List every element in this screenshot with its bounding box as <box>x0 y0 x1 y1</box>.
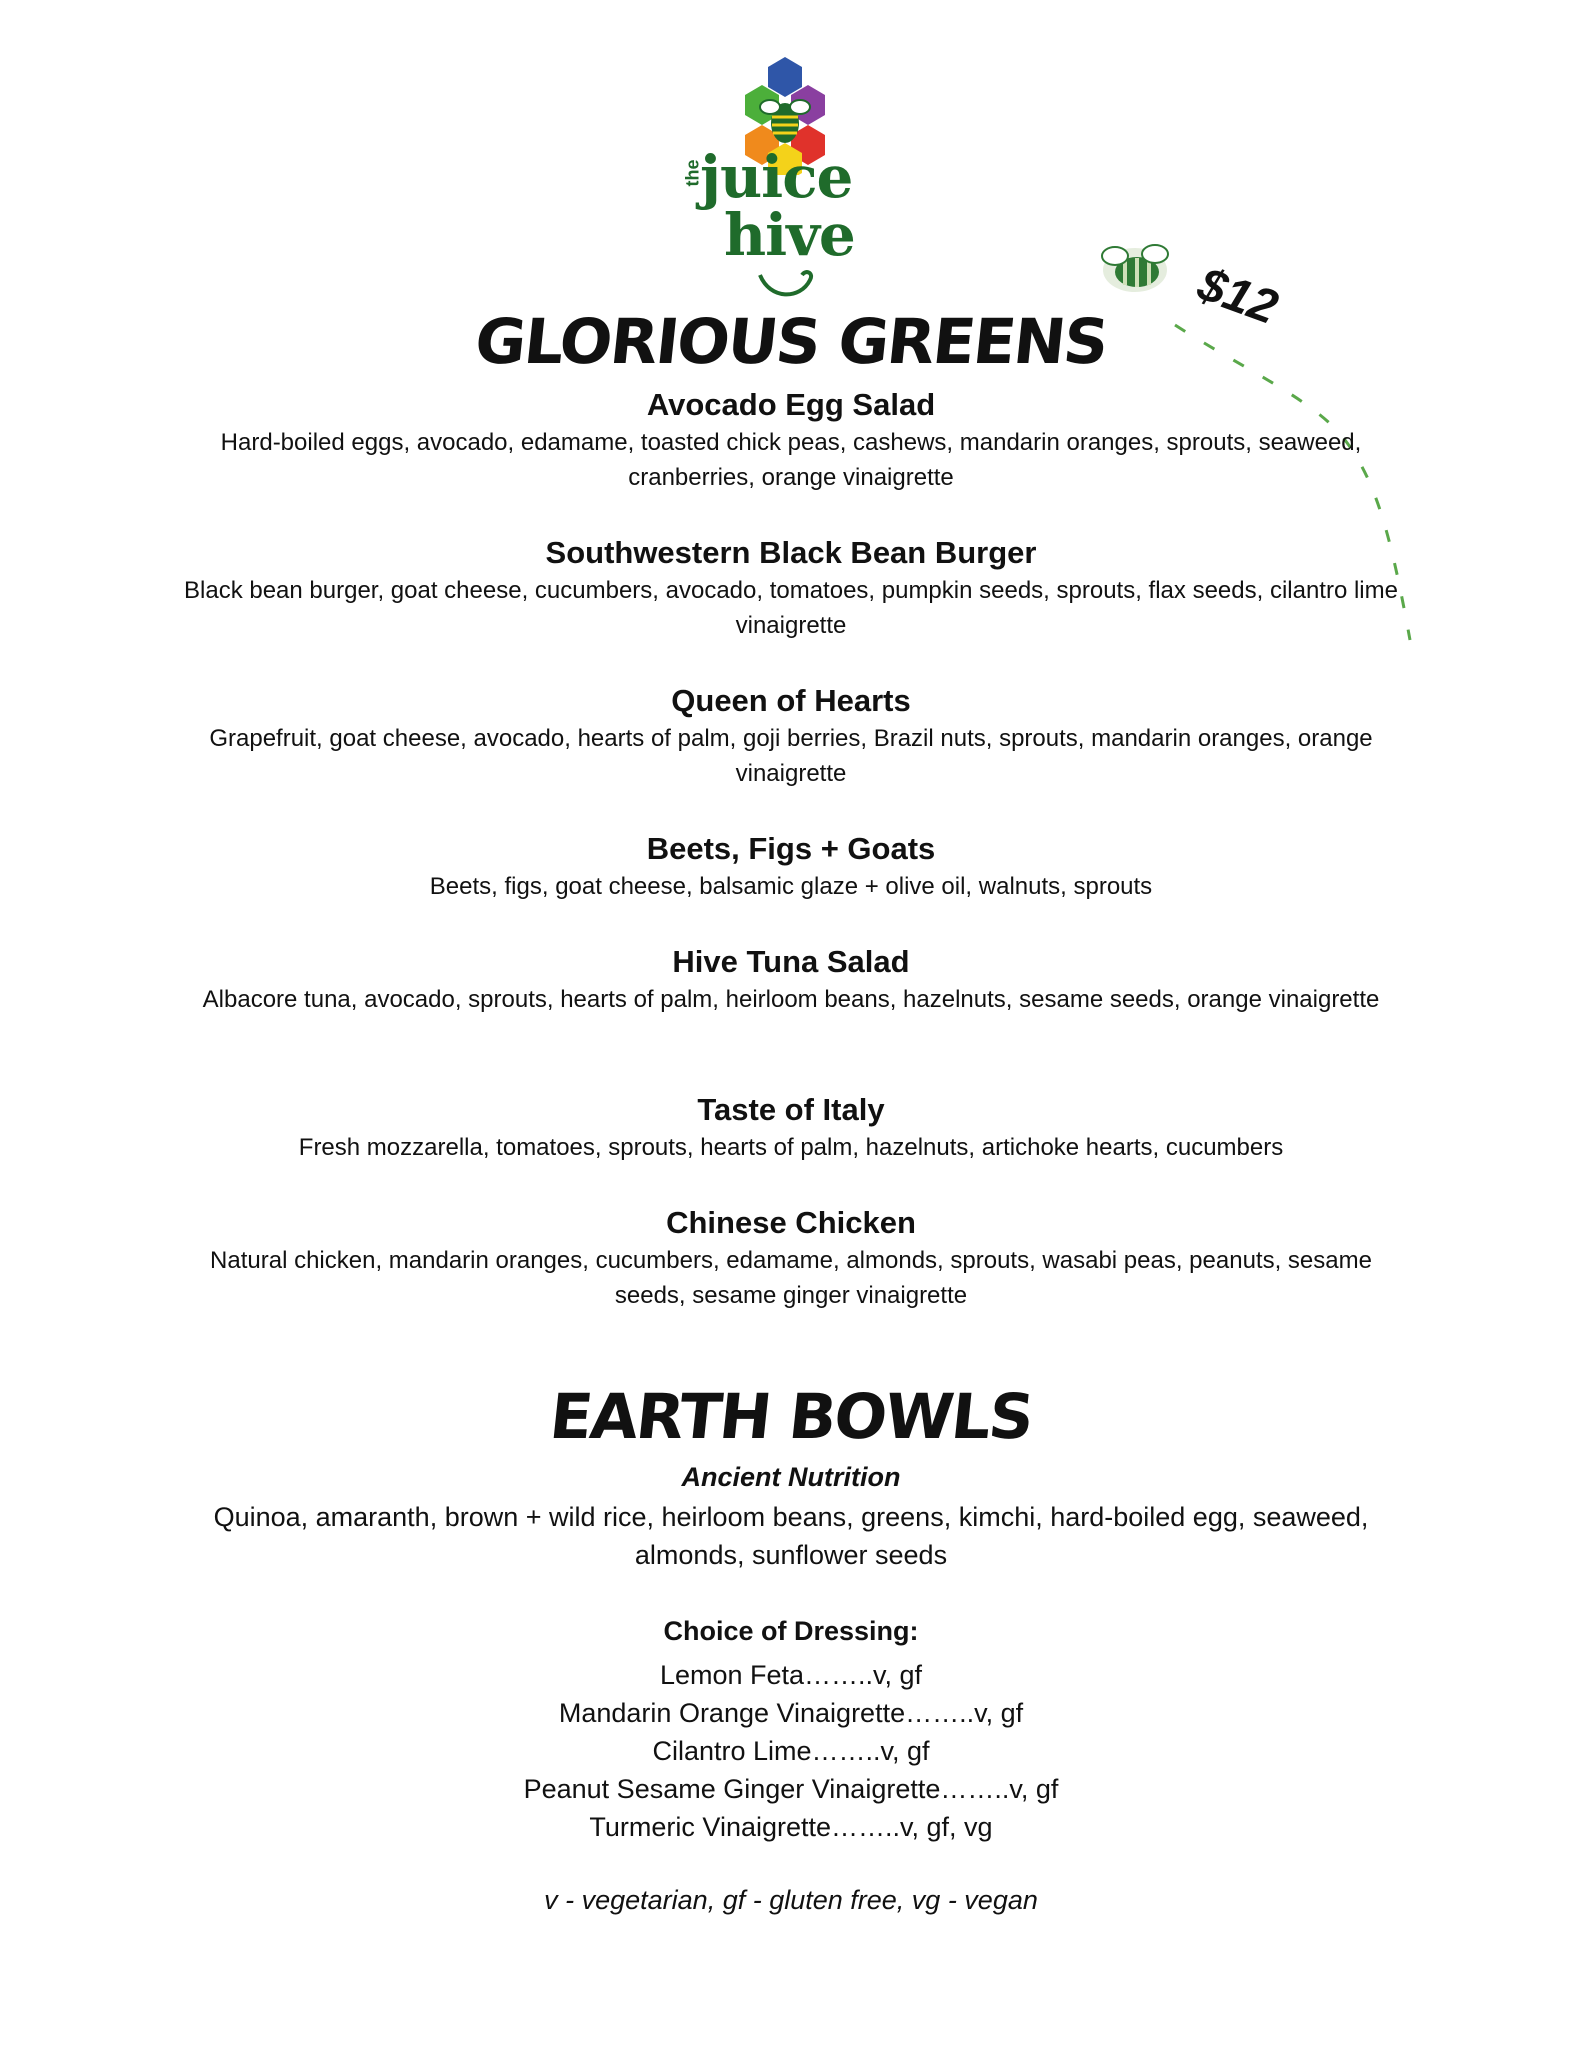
item-description: Hard-boiled eggs, avocado, edamame, toasted chick peas, cashews, mandarin oranges, sprouts, seaweed, cranberries, orange vinaigrette <box>220 429 1362 491</box>
dressing-option: Cilantro Lime……..v, gf <box>652 1736 930 1766</box>
dressing-option: Mandarin Orange Vinaigrette……..v, gf <box>558 1698 1024 1728</box>
item-description: Beets, figs, goat cheese, balsamic glaze + olive oil, walnuts, sprouts <box>429 873 1153 900</box>
item-name: Queen of Hearts <box>671 683 911 718</box>
logo-word-hive: hive <box>724 201 855 269</box>
dietary-legend: v - vegetarian, gf - gluten free, vg - vegan <box>544 1885 1038 1915</box>
item-name: Southwestern Black Bean Burger <box>545 535 1037 570</box>
dressing-list <box>0 1656 1582 1846</box>
item-description: Natural chicken, mandarin oranges, cucumbers, edamame, almonds, sprouts, wasabi peas, peanuts, sesame seeds, sesame ginger vinaigrette <box>210 1247 1372 1309</box>
item-description: Black bean burger, goat cheese, cucumbers, avocado, tomatoes, pumpkin seeds, sprouts, flax seeds, cilantro lime vinaigrette <box>184 577 1398 639</box>
section-title-earth-bowls: EARTH BOWLS <box>546 1380 1036 1453</box>
item-description: Grapefruit, goat cheese, avocado, hearts of palm, goji berries, Brazil nuts, sprouts, mandarin oranges, orange vinaigrette <box>209 725 1373 787</box>
item-name: Beets, Figs + Goats <box>646 831 936 866</box>
section-title-glorious-greens: GLORIOUS GREENS <box>471 305 1111 378</box>
menu-item <box>180 829 1402 904</box>
bowl-item-description: Quinoa, amaranth, brown + wild rice, heirloom beans, greens, kimchi, hard-boiled egg, seaweed, almonds, sunflower seeds <box>213 1502 1369 1570</box>
juice-hive-logo <box>680 55 890 305</box>
menu-item <box>180 533 1402 643</box>
item-name: Avocado Egg Salad <box>646 387 936 422</box>
dressing-heading: Choice of Dressing: <box>663 1616 919 1646</box>
item-name: Taste of Italy <box>697 1092 885 1127</box>
dressing-option: Peanut Sesame Ginger Vinaigrette……..v, gf <box>523 1774 1059 1804</box>
menu-item <box>180 681 1402 791</box>
menu-item <box>180 942 1402 1017</box>
item-name: Chinese Chicken <box>666 1205 916 1240</box>
dressing-option: Turmeric Vinaigrette……..v, gf, vg <box>589 1812 993 1842</box>
menu-item <box>180 1203 1402 1313</box>
menu-item <box>180 385 1402 495</box>
item-description: Fresh mozzarella, tomatoes, sprouts, hearts of palm, hazelnuts, artichoke hearts, cucumbers <box>298 1134 1284 1161</box>
menu-item <box>180 1090 1402 1165</box>
bowl-item-name: Ancient Nutrition <box>681 1462 901 1492</box>
logo-word-juice: juice <box>700 143 853 211</box>
item-name: Hive Tuna Salad <box>672 944 910 979</box>
item-description: Albacore tuna, avocado, sprouts, hearts of palm, heirloom beans, hazelnuts, sesame seeds, orange vinaigrette <box>202 986 1380 1013</box>
logo-word-the: the <box>682 159 703 187</box>
dressing-option: Lemon Feta……..v, gf <box>659 1660 923 1690</box>
logo-swirl-icon <box>750 265 830 305</box>
price-tag: $12 <box>1190 257 1285 335</box>
